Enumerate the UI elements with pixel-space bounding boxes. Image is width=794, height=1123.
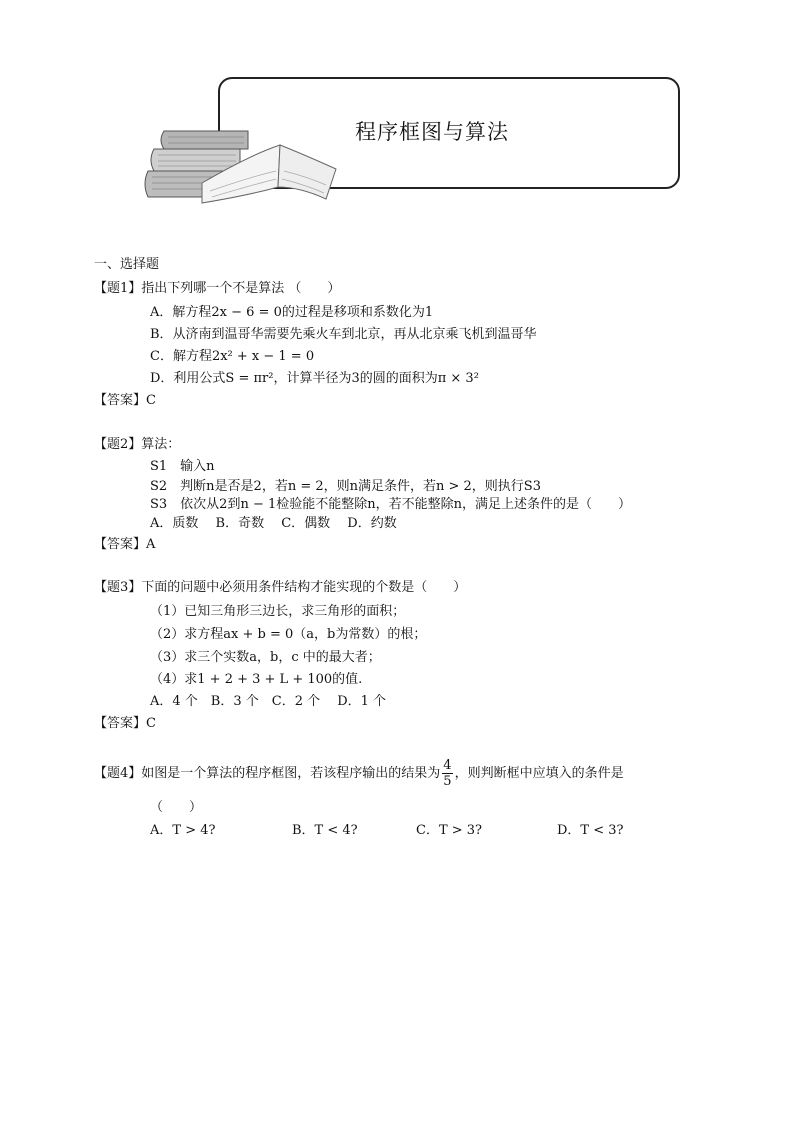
options-row: A．4 个 B．3 个 C．2 个 D．1 个: [150, 694, 387, 709]
answer-1: [94, 392, 156, 410]
question-stem: 下面的问题中必须用条件结构才能实现的个数是（ ）: [141, 580, 467, 595]
item-4: （4）求1 + 2 + 3 + L + 100的值.: [150, 672, 363, 687]
answer-value: A: [146, 537, 156, 552]
question-stem: 如图是一个算法的程序框图，若该程序输出的结果为: [141, 766, 441, 781]
options-row: A．质数 B．奇数 C．偶数 D．约数: [150, 516, 397, 531]
answer-2: [94, 536, 155, 554]
fraction-numerator: 4: [443, 758, 452, 773]
question-2: [94, 436, 180, 454]
item-2: （2）求方程ax + b = 0（a，b为常数）的根；: [150, 627, 427, 642]
option-a: A．解方程2x − 6 = 0的过程是移项和系数化为1: [150, 305, 434, 320]
fraction: [442, 758, 452, 789]
answer-label: 【答案】: [94, 393, 147, 408]
item-3: （3）求三个实数a，b，c 中的最大者；: [150, 650, 381, 665]
answer-3: [94, 715, 156, 733]
answer-paren: （ ）: [150, 800, 203, 815]
option-d: D．利用公式S = πr²，计算半径为3的圆的面积为π × 3²: [150, 371, 479, 386]
question-label: 【题2】: [94, 437, 142, 452]
option-b: B．从济南到温哥华需要先乘火车到北京，再从北京乘飞机到温哥华: [150, 327, 537, 342]
step-s3: S3 依次从2到n − 1检验能不能整除n，若不能整除n，满足上述条件的是（ ）: [150, 497, 631, 512]
question-3: [94, 579, 466, 597]
page-title: 程序框图与算法: [355, 120, 509, 144]
answer-value: C: [146, 716, 156, 731]
answer-label: 【答案】: [94, 537, 147, 552]
answer-value: C: [146, 393, 156, 408]
answer-label: 【答案】: [94, 716, 147, 731]
question-label: 【题4】: [94, 766, 142, 781]
option-d: D．T < 3?: [557, 823, 624, 838]
option-c: C．T > 3?: [416, 823, 483, 838]
section-heading: 一、选择题: [94, 257, 160, 272]
step-s1: S1 输入n: [150, 459, 215, 474]
question-stem: 算法：: [141, 437, 181, 452]
option-b: B．T < 4?: [292, 823, 358, 838]
question-4: [94, 758, 624, 790]
option-a: A．T > 4?: [150, 823, 216, 838]
books-illustration: [140, 125, 340, 205]
question-1: [94, 280, 340, 298]
question-label: 【题1】: [94, 281, 142, 296]
question-label: 【题3】: [94, 580, 142, 595]
option-c: C．解方程2x² + x − 1 = 0: [150, 349, 315, 364]
question-stem-tail: ，则判断框中应填入的条件是: [454, 766, 624, 781]
fraction-denominator: 5: [443, 774, 452, 789]
item-1: （1）已知三角形三边长，求三角形的面积；: [150, 604, 406, 619]
question-stem: 指出下列哪一个不是算法 （ ）: [141, 281, 341, 296]
step-s2: S2 判断n是否是2，若n = 2，则n满足条件，若n > 2，则执行S3: [150, 479, 541, 494]
